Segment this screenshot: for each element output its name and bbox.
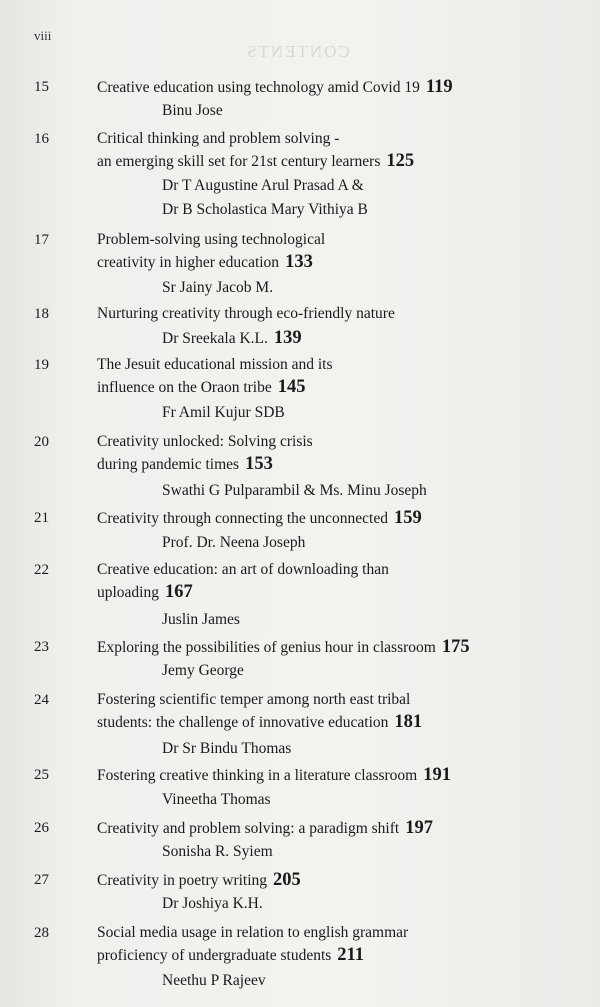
entry-title: Critical thinking and problem solving - an emerging skill set for 21st century learners 125 — [97, 130, 415, 171]
entry-author: Binu Jose — [162, 102, 223, 119]
entry-page: 167 — [165, 582, 193, 602]
entry-page: 211 — [337, 945, 365, 965]
entry-title: The Jesuit educational mission and its influence on the Oraon tribe 145 — [97, 356, 333, 397]
show-through-heading: CONTENTS — [245, 42, 350, 61]
entry-number: 28 — [34, 925, 49, 941]
entry-title: Problem-solving using technological creativity in higher education 133 — [97, 231, 326, 272]
entry-number: 15 — [34, 79, 49, 95]
entry-author: Prof. Dr. Neena Joseph — [162, 534, 306, 551]
entry-author: Dr T Augustine Arul Prasad A & — [162, 177, 364, 194]
entry-title: Social media usage in relation to english grammar proficiency of undergraduate students 211 — [97, 924, 409, 965]
entry-author: Neethu P Rajeev — [162, 972, 266, 989]
entry-page: 145 — [277, 377, 306, 397]
entry-author: Juslin James — [162, 611, 240, 628]
entry-author: Vineetha Thomas — [162, 791, 271, 808]
entry-number: 17 — [34, 232, 49, 248]
entry-page: 119 — [425, 77, 453, 97]
entry-page: 139 — [273, 328, 302, 348]
entry-author: Dr B Scholastica Mary Vithiya B — [162, 201, 368, 218]
entry-number: 20 — [34, 434, 49, 450]
entry-title: Creativity and problem solving: a paradigm shift 197 — [97, 818, 433, 838]
page-number: viii — [34, 28, 52, 43]
entry-number: 18 — [34, 306, 49, 322]
entry-author: Dr Joshiya K.H. — [162, 895, 263, 912]
entry-author: Sr Jainy Jacob M. — [162, 279, 274, 296]
entry-page: 205 — [273, 870, 301, 890]
entry-number: 26 — [34, 820, 49, 836]
entry-page: 153 — [245, 454, 273, 474]
entry-number: 19 — [34, 357, 49, 373]
entry-title: Creativity unlocked: Solving crisis during pandemic times 153 — [97, 433, 313, 474]
entry-title: Creativity in poetry writing 205 — [97, 870, 301, 890]
entry-author: Swathi G Pulparambil & Ms. Minu Joseph — [162, 482, 427, 499]
entry-number: 16 — [34, 131, 49, 147]
entry-author: Dr Sr Bindu Thomas — [162, 740, 292, 757]
entry-page: 175 — [441, 637, 470, 657]
entry-number: 25 — [34, 767, 49, 783]
entry-title: Creative education using technology amid Covid 19 119 — [97, 77, 453, 97]
entry-author: Dr Sreekala K.L. 139 — [162, 328, 302, 348]
entry-page: 197 — [405, 818, 433, 838]
entry-title: Exploring the possibilities of genius hour in classroom 175 — [97, 637, 470, 657]
entry-number: 27 — [34, 872, 49, 888]
entry-author: Sonisha R. Syiem — [162, 843, 273, 860]
entry-number: 24 — [34, 692, 49, 708]
entry-title: Fostering creative thinking in a literature classroom 191 — [97, 765, 451, 785]
entry-number: 23 — [34, 639, 49, 655]
entry-number: 22 — [34, 562, 49, 578]
entry-title: Creativity through connecting the unconnected 159 — [97, 508, 422, 528]
entry-author: Fr Amil Kujur SDB — [162, 404, 285, 421]
entry-title: Creative education: an art of downloading than uploading 167 — [97, 561, 389, 602]
entry-number: 21 — [34, 510, 49, 526]
entry-page: 133 — [285, 252, 313, 272]
entry-author: Jemy George — [162, 662, 244, 679]
entry-page: 159 — [393, 508, 422, 528]
entry-title: Nurturing creativity through eco-friendly nature — [97, 305, 395, 322]
entry-page: 181 — [394, 712, 423, 732]
entry-title: Fostering scientific temper among north east tribal students: the challenge of innovative education 181 — [97, 691, 423, 732]
entry-page: 191 — [423, 765, 451, 785]
entry-page: 125 — [386, 151, 415, 171]
